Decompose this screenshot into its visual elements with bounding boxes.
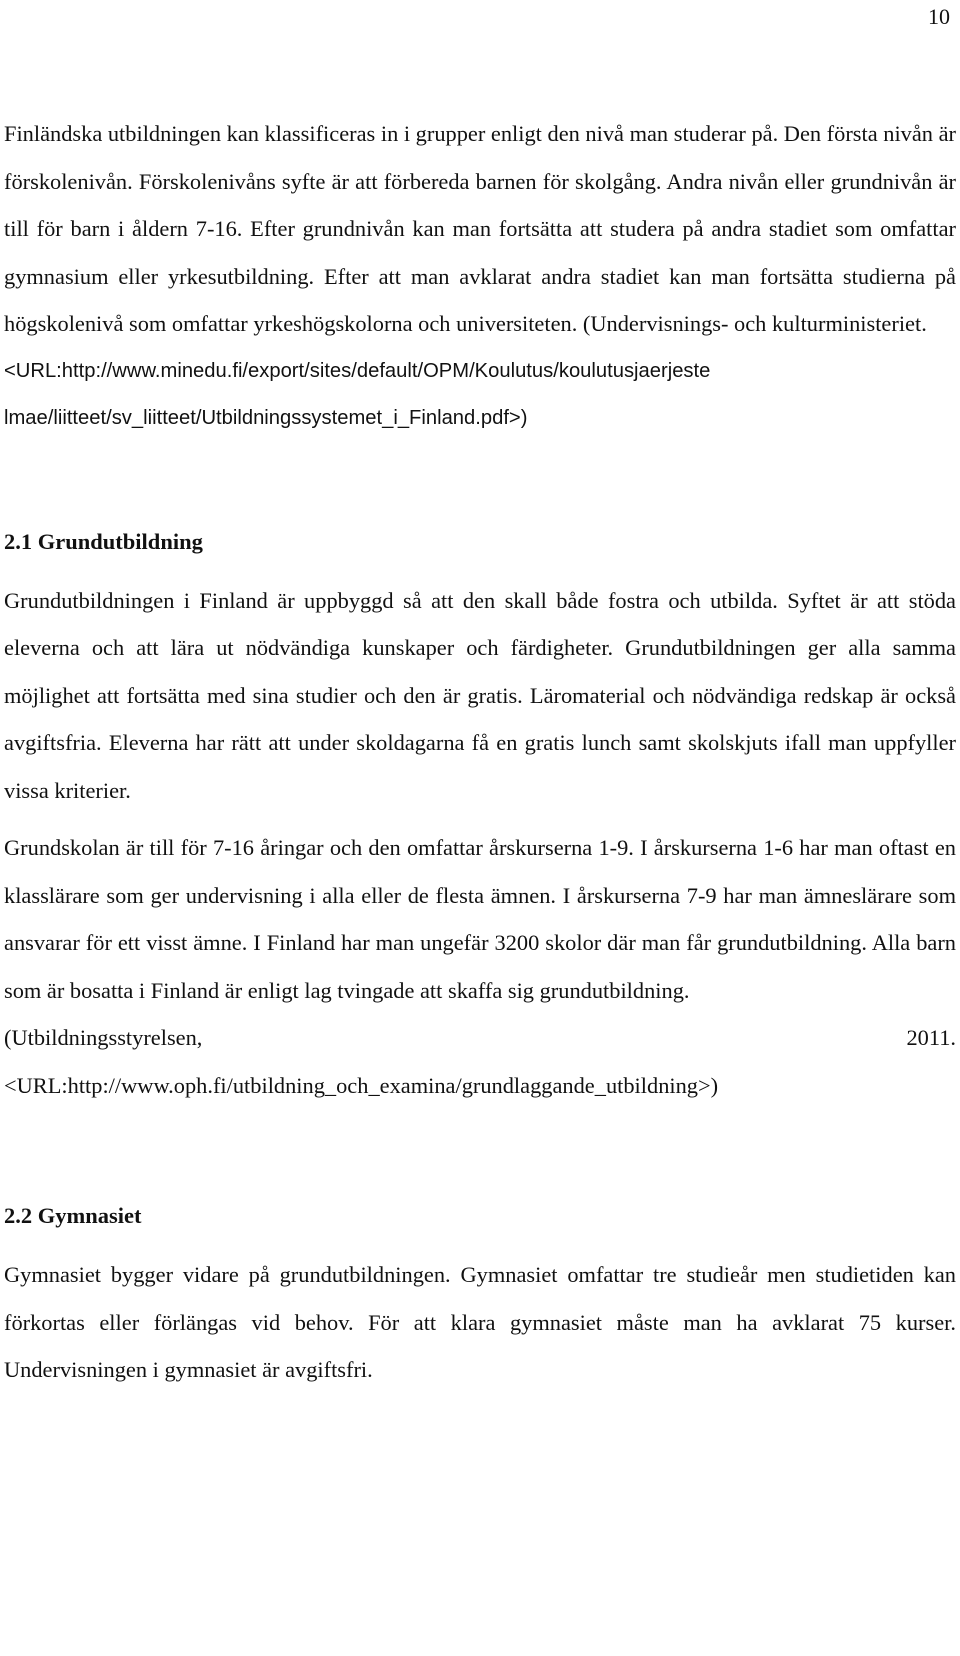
intro-text: Finländska utbildningen kan klassificeras in i grupper enligt den nivå man studerar på. Den första nivån är förskolenivån. Förskolenivåns syfte är att förbereda barnen för skolgång. Andra nivån eller grundnivån är till för barn i åldern 7-16. Efter grundnivån kan man fortsätta att studera på andra stadiet som omfattar gymnasium eller yrkesutbildning. Efter att man avklarat andra stadiet kan man fortsätta studierna på högskolenivå som omfattar yrkeshögskolorna och universiteten. (Undervisnings- och kulturministeriet. — [4, 121, 956, 336]
intro-url-line-2: lmae/liitteet/sv_liitteet/Utbildningssystemet_i_Finland.pdf>) — [4, 407, 528, 429]
section-heading-gymnasiet: 2.2 Gymnasiet — [4, 1203, 142, 1228]
grundutbildning-citation: (Utbildningsstyrelsen, 2011. — [4, 1025, 956, 1050]
grundutbildning-paragraph-2 — [4, 824, 956, 1109]
grundutbildning-citation-url: <URL:http://www.oph.fi/utbildning_och_examina/grundlaggande_utbildning>) — [4, 1072, 719, 1098]
grundutbildning-paragraph-2-text: Grundskolan är till för 7-16 åringar och den omfattar årskurserna 1-9. I årskurserna 1-6 har man oftast en klasslärare som ger undervisning i alla eller de flesta ämnen. I årskurserna 7-9 har man ämneslärare som ansvarar för ett visst ämne. I Finland har man ungefär 3200 skolor där man får grundutbildning. Alla barn som är bosatta i Finland är enligt lag tvingade att skaffa sig grundutbildning. — [4, 835, 956, 1003]
page-number: 10 — [928, 4, 950, 29]
gymnasiet-paragraph-1: Gymnasiet bygger vidare på grundutbildningen. Gymnasiet omfattar tre studieår men studietiden kan förkortas eller förlängas vid behov. För att klara gymnasiet måste man ha avklarat 75 kurser. Undervisningen i gymnasiet är avgiftsfri. — [4, 1262, 956, 1382]
grundutbildning-paragraph-1: Grundutbildningen i Finland är uppbyggd så att den skall både fostra och utbilda. Syftet är att stöda eleverna och att lära ut nödvändiga kunskaper och färdigheter. Grundutbildningen ger alla samma möjlighet att fortsätta med sina studier och den är gratis. Läromaterial och nödvändiga redskap är också avgiftsfria. Eleverna har rätt att under skoldagarna få en gratis lunch samt skolskjuts ifall man uppfyller vissa kriterier. — [4, 587, 956, 803]
document-body — [4, 110, 956, 1394]
section-heading-grundutbildning: 2.1 Grundutbildning — [4, 528, 203, 554]
intro-url-line-1: <URL:http://www.minedu.fi/export/sites/default/OPM/Koulutus/koulutusjaerjeste — [4, 359, 711, 382]
intro-paragraph — [4, 110, 956, 443]
